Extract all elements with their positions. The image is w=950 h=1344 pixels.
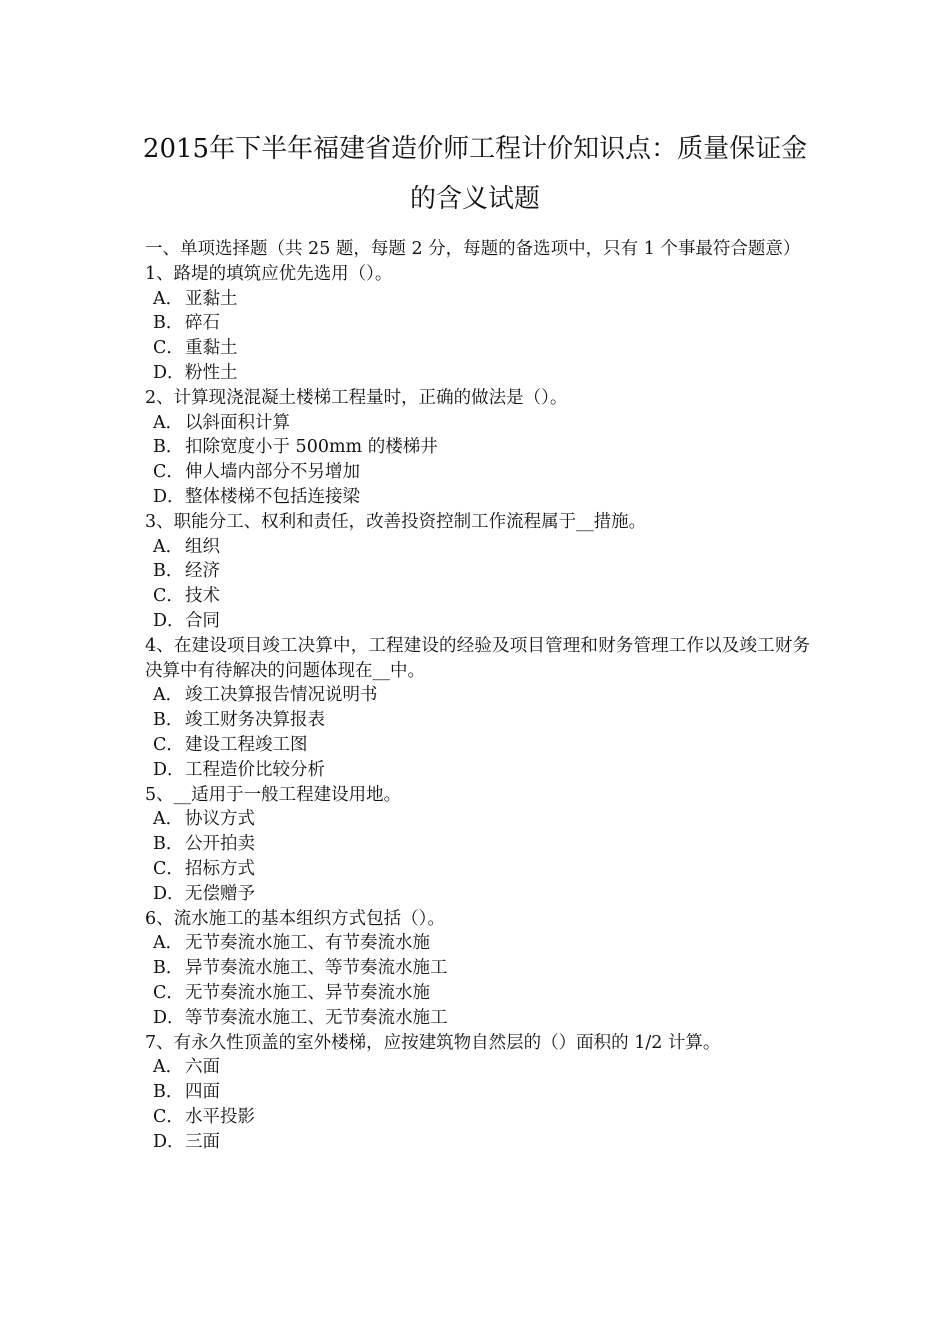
- option-letter: A．: [153, 1057, 184, 1078]
- option-text: 公开拍卖: [185, 834, 255, 855]
- option-letter: C．: [153, 982, 184, 1003]
- option-letter: B．: [153, 710, 184, 731]
- option-text: 水平投影: [185, 1106, 255, 1127]
- option-letter: B．: [153, 958, 184, 979]
- option-3-b: [145, 559, 810, 584]
- question-2: 2、计算现浇混凝土楼梯工程量时，正确的做法是（）。: [145, 387, 568, 408]
- option-6-d: [145, 1006, 810, 1031]
- option-text: 三面: [185, 1131, 220, 1152]
- option-1-d: [145, 361, 810, 386]
- option-text: 无偿赠予: [185, 883, 255, 904]
- document-title-line-1: 2015年下半年福建省造价师工程计价知识点：质量保证金: [142, 134, 808, 164]
- option-5-d: [145, 882, 810, 907]
- question-7: 7、有永久性顶盖的室外楼梯，应按建筑物自然层的（）面积的 1/2 计算。: [145, 1032, 721, 1053]
- option-text: 合同: [185, 610, 220, 631]
- option-text: 扣除宽度小于 500mm 的楼梯井: [185, 437, 438, 458]
- question-4: 4、在建设项目竣工决算中，工程建设的经验及项目管理和财务管理工作以及竣工财务决算中有待解决的问题体现在__中。: [145, 635, 810, 681]
- option-letter: A．: [153, 288, 184, 309]
- option-6-c: [145, 981, 810, 1006]
- option-6-a: [145, 931, 810, 956]
- option-2-b: [145, 435, 810, 460]
- option-letter: A．: [153, 536, 184, 557]
- option-letter: B．: [153, 1082, 184, 1103]
- option-text: 异节奏流水施工、等节奏流水施工: [185, 958, 448, 979]
- option-letter: B．: [153, 834, 184, 855]
- option-text: 等节奏流水施工、无节奏流水施工: [185, 1007, 448, 1028]
- option-7-a: [145, 1055, 810, 1080]
- option-text: 粉性土: [185, 362, 238, 383]
- option-text: 以斜面积计算: [185, 412, 290, 433]
- option-letter: B．: [153, 313, 184, 334]
- document-content: [145, 237, 810, 1154]
- option-letter: A．: [153, 933, 184, 954]
- option-text: 无节奏流水施工、异节奏流水施: [185, 982, 430, 1003]
- option-letter: D．: [153, 610, 185, 631]
- option-4-c: [145, 733, 810, 758]
- option-text: 无节奏流水施工、有节奏流水施: [185, 933, 430, 954]
- option-1-a: [145, 287, 810, 312]
- option-letter: C．: [153, 1106, 184, 1127]
- option-text: 亚黏土: [185, 288, 238, 309]
- option-letter: B．: [153, 561, 184, 582]
- option-3-a: [145, 535, 810, 560]
- option-text: 组织: [185, 536, 220, 557]
- option-4-d: [145, 758, 810, 783]
- option-letter: C．: [153, 338, 184, 359]
- option-text: 重黏土: [185, 338, 238, 359]
- option-letter: A．: [153, 809, 184, 830]
- option-text: 竣工财务决算报表: [185, 710, 325, 731]
- option-text: 竣工决算报告情况说明书: [185, 685, 378, 706]
- section-header: 一、单项选择题（共 25 题，每题 2 分，每题的备选项中，只有 1 个事最符合题意）: [145, 239, 801, 259]
- question-1: 1、路堤的填筑应优先选用（）。: [145, 263, 393, 284]
- option-4-b: [145, 708, 810, 733]
- option-letter: A．: [153, 685, 184, 706]
- question-3: 3、职能分工、权利和责任，改善投资控制工作流程属于__措施。: [145, 511, 647, 532]
- option-letter: A．: [153, 412, 184, 433]
- option-letter: B．: [153, 437, 184, 458]
- option-1-b: [145, 311, 810, 336]
- option-7-c: [145, 1105, 810, 1130]
- option-5-c: [145, 857, 810, 882]
- question-6: 6、流水施工的基本组织方式包括（）。: [145, 908, 445, 929]
- option-text: 碎石: [185, 313, 220, 334]
- option-letter: D．: [153, 759, 185, 780]
- option-4-a: [145, 683, 810, 708]
- document-title-line-2: 的含义试题: [409, 184, 540, 214]
- option-5-a: [145, 807, 810, 832]
- option-text: 招标方式: [185, 858, 255, 879]
- option-text: 经济: [185, 561, 220, 582]
- option-1-c: [145, 336, 810, 361]
- option-text: 四面: [185, 1082, 220, 1103]
- option-text: 六面: [185, 1057, 220, 1078]
- question-5: 5、__适用于一般工程建设用地。: [145, 784, 402, 805]
- option-text: 建设工程竣工图: [185, 734, 308, 755]
- option-letter: D．: [153, 1007, 185, 1028]
- option-letter: D．: [153, 883, 185, 904]
- option-text: 伸人墙内部分不另增加: [185, 462, 360, 483]
- option-2-c: [145, 460, 810, 485]
- option-letter: D．: [153, 362, 185, 383]
- option-2-a: [145, 411, 810, 436]
- option-7-b: [145, 1080, 810, 1105]
- option-letter: D．: [153, 1131, 185, 1152]
- option-letter: C．: [153, 586, 184, 607]
- option-7-d: [145, 1130, 810, 1155]
- option-letter: D．: [153, 486, 185, 507]
- option-letter: C．: [153, 462, 184, 483]
- option-letter: C．: [153, 734, 184, 755]
- option-text: 整体楼梯不包括连接梁: [185, 486, 360, 507]
- option-6-b: [145, 956, 810, 981]
- option-text: 协议方式: [185, 809, 255, 830]
- option-2-d: [145, 485, 810, 510]
- option-3-c: [145, 584, 810, 609]
- option-text: 技术: [185, 586, 220, 607]
- option-3-d: [145, 609, 810, 634]
- option-letter: C．: [153, 858, 184, 879]
- option-text: 工程造价比较分析: [185, 759, 325, 780]
- option-5-b: [145, 832, 810, 857]
